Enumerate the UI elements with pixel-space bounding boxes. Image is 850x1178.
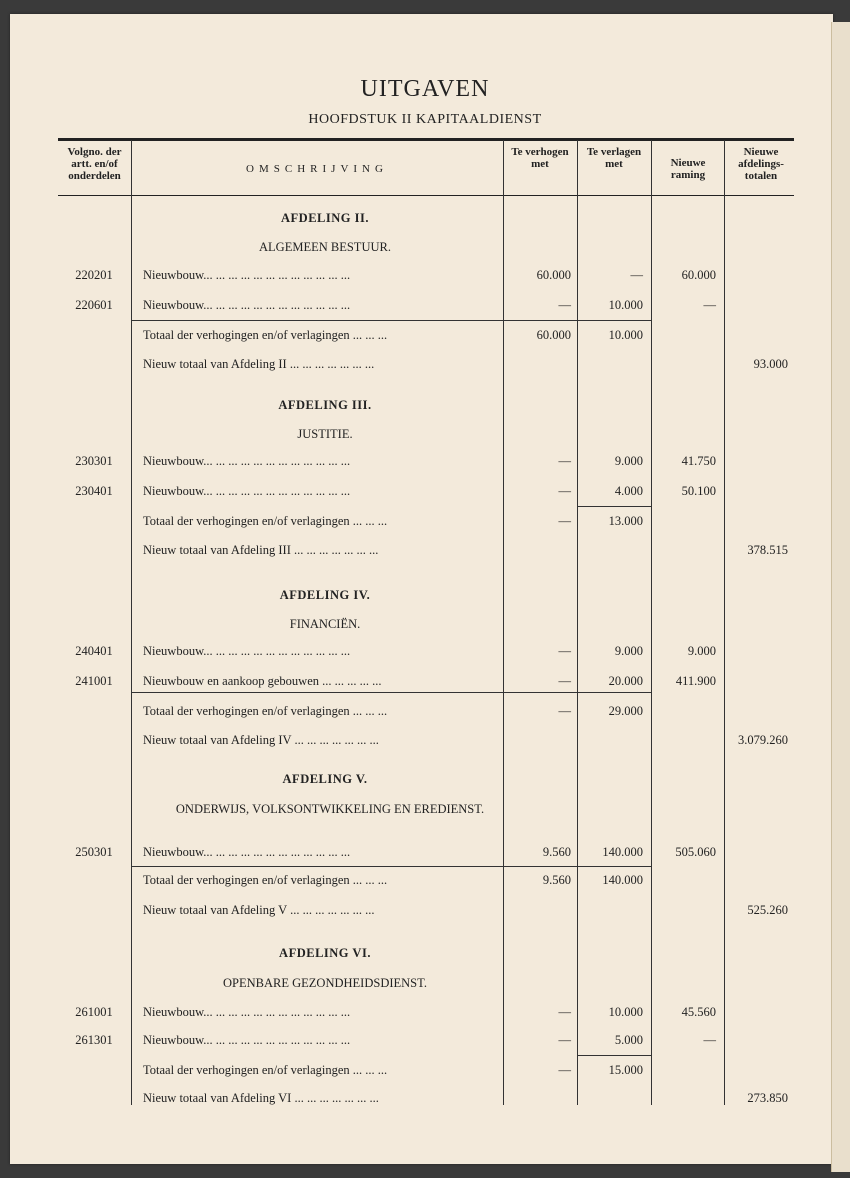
row-raming: 505.060 (675, 845, 716, 859)
table-row (58, 514, 794, 532)
row-verhogen: — (558, 298, 571, 312)
row-description: Totaal der verhogingen en/of verlagingen ... ... ... (143, 704, 388, 718)
row-verlagen: 29.000 (608, 704, 643, 718)
row-raming: 9.000 (687, 644, 716, 658)
row-verlagen: 10.000 (608, 328, 643, 342)
row-raming: — (703, 298, 716, 312)
sum-rule (577, 506, 651, 507)
table-row (58, 674, 794, 692)
row-raming: — (703, 1033, 716, 1047)
table-row (58, 268, 794, 286)
row-code: 220601 (75, 298, 113, 312)
sum-rule (131, 866, 503, 867)
row-verlagen: 10.000 (608, 1005, 643, 1019)
row-verlagen: 5.000 (614, 1033, 643, 1047)
table-row (58, 357, 794, 375)
row-description: Nieuwbouw... ... ... ... ... ... ... ... ... ... ... ... (143, 454, 351, 468)
table-row (58, 484, 794, 502)
table-row (58, 733, 794, 751)
section-subheading: ONDERWIJS, VOLKSONTWIKKELING EN EREDIENST. (175, 802, 485, 816)
row-verhogen: — (558, 674, 571, 688)
row-verlagen: 140.000 (602, 873, 643, 887)
table-row (58, 543, 794, 561)
col-header-volgno: Volgno. der artt. en/of onderdelen (67, 146, 122, 182)
row-description: Totaal der verhogingen en/of verlagingen ... ... ... (143, 514, 388, 528)
sum-rule (131, 692, 503, 693)
row-totaal: 378.515 (747, 543, 788, 557)
row-verhogen: — (558, 1005, 571, 1019)
table-row (58, 454, 794, 472)
table-row (58, 873, 794, 891)
row-verlagen: 9.000 (614, 454, 643, 468)
row-verlagen: 10.000 (608, 298, 643, 312)
section-heading: AFDELING VI. (279, 946, 371, 960)
page-edge (831, 22, 850, 1172)
row-verhogen: — (558, 484, 571, 498)
row-verhogen: 9.560 (542, 873, 571, 887)
section-heading: AFDELING II. (281, 211, 369, 225)
row-description: Nieuwbouw... ... ... ... ... ... ... ... ... ... ... ... (143, 845, 351, 859)
row-raming: 41.750 (681, 454, 716, 468)
row-description: Totaal der verhogingen en/of verlagingen ... ... ... (143, 1063, 388, 1077)
row-description: Nieuw totaal van Afdeling IV ... ... ... ... ... ... ... (143, 733, 379, 747)
table-row (58, 1005, 794, 1023)
col-header-raming: Nieuwe raming (670, 157, 706, 181)
row-verhogen: — (558, 704, 571, 718)
row-code: 240401 (75, 644, 113, 658)
row-raming: 50.100 (681, 484, 716, 498)
col-header-totalen: Nieuwe afdelings-totalen (738, 146, 784, 182)
section-heading: AFDELING III. (278, 398, 372, 412)
row-code: 230301 (75, 454, 113, 468)
table-row (58, 328, 794, 346)
section-subheading: FINANCIËN. (289, 617, 361, 631)
row-description: Totaal der verhogingen en/of verlagingen ... ... ... (143, 328, 388, 342)
row-description: Nieuw totaal van Afdeling VI ... ... ... ... ... ... ... (143, 1091, 379, 1105)
row-verlagen: — (630, 268, 643, 282)
col-header-verhogen: Te verhogen met (511, 146, 569, 170)
row-code: 230401 (75, 484, 113, 498)
row-description: Nieuwbouw... ... ... ... ... ... ... ... ... ... ... ... (143, 644, 351, 658)
sum-rule (577, 1055, 651, 1056)
row-totaal: 525.260 (747, 903, 788, 917)
row-code: 261301 (75, 1033, 113, 1047)
table-row (58, 1091, 794, 1109)
row-verhogen: — (558, 1033, 571, 1047)
sum-rule (503, 866, 651, 867)
row-code: 220201 (75, 268, 113, 282)
col-header-omschrijving: OMSCHRIJVING (246, 163, 388, 175)
row-verhogen: — (558, 454, 571, 468)
page-subtitle: HOOFDSTUK II KAPITAALDIENST (308, 112, 542, 127)
table-row (58, 1033, 794, 1051)
table-row (58, 903, 794, 921)
row-description: Nieuwbouw... ... ... ... ... ... ... ... ... ... ... ... (143, 268, 351, 282)
page-title: UITGAVEN (360, 76, 490, 102)
header-top-rule (58, 138, 794, 141)
row-verhogen: 9.560 (542, 845, 571, 859)
row-description: Nieuwbouw... ... ... ... ... ... ... ... ... ... ... ... (143, 484, 351, 498)
section-subheading: OPENBARE GEZONDHEIDSDIENST. (223, 976, 427, 990)
row-verhogen: 60.000 (536, 328, 571, 342)
row-description: Nieuwbouw... ... ... ... ... ... ... ... ... ... ... ... (143, 1005, 351, 1019)
row-code: 250301 (75, 845, 113, 859)
table-row (58, 644, 794, 662)
row-verlagen: 20.000 (608, 674, 643, 688)
section-subheading: ALGEMEEN BESTUUR. (259, 240, 391, 254)
row-code: 241001 (75, 674, 113, 688)
section-subheading: JUSTITIE. (297, 427, 353, 441)
row-description: Nieuwbouw... ... ... ... ... ... ... ... ... ... ... ... (143, 298, 351, 312)
table-row (58, 845, 794, 863)
row-totaal: 3.079.260 (738, 733, 788, 747)
row-raming: 60.000 (681, 268, 716, 282)
row-verhogen: — (558, 514, 571, 528)
section-heading: AFDELING IV. (279, 588, 371, 602)
row-code: 261001 (75, 1005, 113, 1019)
row-verlagen: 13.000 (608, 514, 643, 528)
col-header-verlagen: Te verlagen met (586, 146, 642, 170)
row-verlagen: 9.000 (614, 644, 643, 658)
row-verlagen: 140.000 (602, 845, 643, 859)
table-row (58, 1063, 794, 1081)
row-verlagen: 15.000 (608, 1063, 643, 1077)
row-totaal: 273.850 (747, 1091, 788, 1105)
header-bottom-rule (58, 195, 794, 196)
table-row (58, 704, 794, 722)
sum-rule (503, 320, 651, 321)
row-description: Nieuw totaal van Afdeling V ... ... ... ... ... ... ... (143, 903, 375, 917)
sum-rule (131, 320, 503, 321)
row-description: Nieuwbouw en aankoop gebouwen ... ... ... ... ... (143, 674, 382, 688)
row-raming: 411.900 (675, 674, 716, 688)
row-verlagen: 4.000 (614, 484, 643, 498)
row-totaal: 93.000 (753, 357, 788, 371)
table-row (58, 298, 794, 316)
sum-rule (503, 692, 651, 693)
row-verhogen: 60.000 (536, 268, 571, 282)
row-verhogen: — (558, 1063, 571, 1077)
section-heading: AFDELING V. (282, 772, 368, 786)
row-description: Nieuw totaal van Afdeling III ... ... ... ... ... ... ... (143, 543, 379, 557)
row-description: Totaal der verhogingen en/of verlagingen ... ... ... (143, 873, 388, 887)
row-description: Nieuw totaal van Afdeling II ... ... ... ... ... ... ... (143, 357, 375, 371)
row-verhogen: — (558, 644, 571, 658)
row-raming: 45.560 (681, 1005, 716, 1019)
row-description: Nieuwbouw... ... ... ... ... ... ... ... ... ... ... ... (143, 1033, 351, 1047)
